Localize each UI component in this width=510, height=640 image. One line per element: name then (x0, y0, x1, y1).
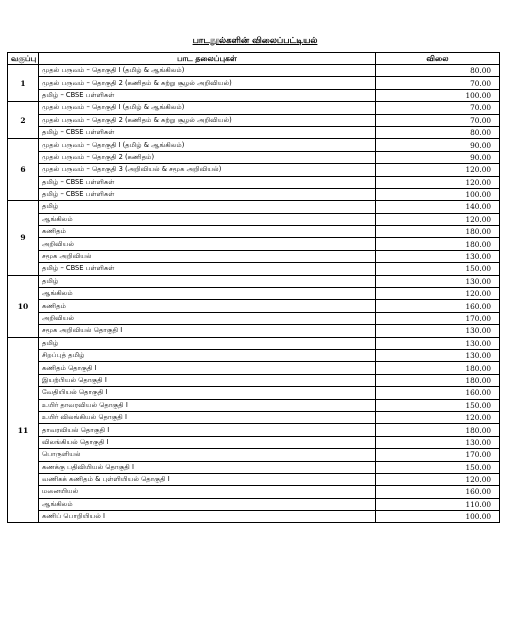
table-row (8, 102, 500, 114)
price-cell: 150.00 (376, 399, 500, 411)
price-cell: 180.00 (376, 238, 500, 250)
book-title-cell: அறிவியல் (39, 312, 376, 324)
book-title-cell: இயற்பியல் தொகுதி I (39, 374, 376, 386)
class-cell: 10 (8, 275, 39, 337)
table-row (8, 449, 500, 461)
class-cell: 6 (8, 139, 39, 201)
price-cell: 90.00 (376, 151, 500, 163)
book-title-cell: முதல் பருவம் – தொகுதி 2 (கணிதம் & சுற்று சூழல் அறிவியல்) (39, 77, 376, 89)
table-row (8, 498, 500, 510)
price-cell: 180.00 (376, 362, 500, 374)
book-title-cell: பொருளியல் (39, 449, 376, 461)
price-cell: 120.00 (376, 473, 500, 485)
table-row (8, 424, 500, 436)
table-row (8, 473, 500, 485)
book-title-cell: அறிவியல் (39, 238, 376, 250)
price-cell: 180.00 (376, 424, 500, 436)
book-title-cell: ஆங்கிலம் (39, 213, 376, 225)
table-row (8, 486, 500, 498)
table-row (8, 139, 500, 151)
price-cell: 80.00 (376, 126, 500, 138)
price-cell: 120.00 (376, 176, 500, 188)
class-cell: 11 (8, 337, 39, 523)
book-title-cell: ஆங்கிலம் (39, 288, 376, 300)
table-row (8, 263, 500, 275)
book-title-cell: கணிதம் தொகுதி I (39, 362, 376, 374)
book-title-cell: முதல் பருவம் – தொகுதி I (தமிழ் & ஆங்கிலம்) (39, 65, 376, 77)
table-row (8, 126, 500, 138)
table-row (8, 349, 500, 361)
price-cell: 70.00 (376, 114, 500, 126)
book-title-cell: சமூக அறிவியல் (39, 250, 376, 262)
table-row (8, 325, 500, 337)
price-cell: 70.00 (376, 102, 500, 114)
table-row (8, 362, 500, 374)
table-row (8, 387, 500, 399)
book-title-cell: முதல் பருவம் – தொகுதி I (தமிழ் & ஆங்கிலம்) (39, 139, 376, 151)
book-title-cell: தமிழ் – CBSE பள்ளிகள் (39, 126, 376, 138)
table-row (8, 300, 500, 312)
price-cell: 130.00 (376, 325, 500, 337)
price-cell: 120.00 (376, 288, 500, 300)
book-title-cell: உயிர் விலங்கியல் தொகுதி I (39, 411, 376, 423)
table-row (8, 461, 500, 473)
price-cell: 120.00 (376, 164, 500, 176)
book-title-cell: தமிழ் – CBSE பள்ளிகள் (39, 263, 376, 275)
price-cell: 120.00 (376, 213, 500, 225)
price-cell: 70.00 (376, 77, 500, 89)
book-title-cell: முதல் பருவம் – தொகுதி 2 (கணிதம் & சுற்று சூழல் அறிவியல்) (39, 114, 376, 126)
price-column-header: விலை (376, 53, 500, 65)
book-title-cell: தமிழ் – CBSE பள்ளிகள் (39, 89, 376, 101)
price-cell: 80.00 (376, 65, 500, 77)
table-row (8, 151, 500, 163)
price-cell: 130.00 (376, 275, 500, 287)
price-cell: 180.00 (376, 226, 500, 238)
table-row (8, 312, 500, 324)
price-cell: 160.00 (376, 387, 500, 399)
price-cell: 110.00 (376, 498, 500, 510)
book-title-cell: முதல் பருவம் – தொகுதி 3 (அறிவியல் & சமூக அறிவியல்) (39, 164, 376, 176)
price-cell: 150.00 (376, 461, 500, 473)
price-cell: 100.00 (376, 511, 500, 523)
table-body (8, 65, 500, 523)
book-title-cell: முதல் பருவம் – தொகுதி I (தமிழ் & ஆங்கிலம்) (39, 102, 376, 114)
book-title-cell: கணக்கு பதிவியியல் தொகுதி I (39, 461, 376, 473)
table-row (8, 411, 500, 423)
table-row (8, 226, 500, 238)
price-cell: 130.00 (376, 250, 500, 262)
book-title-cell: தாவரவியல் தொகுதி I (39, 424, 376, 436)
table-row (8, 188, 500, 200)
table-row (8, 77, 500, 89)
price-cell: 120.00 (376, 411, 500, 423)
table-row (8, 399, 500, 411)
table-row (8, 201, 500, 213)
class-cell: 2 (8, 102, 39, 139)
book-title-cell: கணிப் பொறியியல் I (39, 511, 376, 523)
book-title-cell: கணிதம் (39, 300, 376, 312)
table-row (8, 374, 500, 386)
book-title-cell: சமூக அறிவியல் தொகுதி I (39, 325, 376, 337)
table-row (8, 436, 500, 448)
class-column-header: வகுப்பு (8, 53, 39, 65)
book-title-cell: சிறப்புத் தமிழ் (39, 349, 376, 361)
book-title-cell: ஆங்கிலம் (39, 498, 376, 510)
price-cell: 170.00 (376, 449, 500, 461)
table-row (8, 176, 500, 188)
class-cell: 1 (8, 65, 39, 102)
table-row (8, 288, 500, 300)
table-row (8, 511, 500, 523)
book-title-cell: தமிழ் – CBSE பள்ளிகள் (39, 176, 376, 188)
book-title-cell: முதல் பருவம் – தொகுதி 2 (கணிதம்) (39, 151, 376, 163)
table-row (8, 65, 500, 77)
table-header-row (8, 53, 500, 65)
book-title-cell: விலங்கியல் தொகுதி I (39, 436, 376, 448)
title-column-header: பாட தலைப்புகள் (39, 53, 376, 65)
table-row (8, 275, 500, 287)
book-title-cell: உயிர் தாவரவியல் தொகுதி I (39, 399, 376, 411)
price-cell: 100.00 (376, 188, 500, 200)
book-title-cell: தமிழ் – CBSE பள்ளிகள் (39, 188, 376, 200)
table-row (8, 89, 500, 101)
book-title-cell: மனையியல் (39, 486, 376, 498)
price-cell: 180.00 (376, 374, 500, 386)
table-row (8, 337, 500, 349)
table-row (8, 250, 500, 262)
book-title-cell: கணிதம் (39, 226, 376, 238)
book-title-cell: வேதியியல் தொகுதி I (39, 387, 376, 399)
price-cell: 160.00 (376, 300, 500, 312)
price-cell: 140.00 (376, 201, 500, 213)
table-row (8, 213, 500, 225)
price-cell: 160.00 (376, 486, 500, 498)
price-cell: 170.00 (376, 312, 500, 324)
price-cell: 130.00 (376, 349, 500, 361)
book-title-cell: தமிழ் (39, 275, 376, 287)
price-cell: 130.00 (376, 436, 500, 448)
document-title: பாடநூல்களின் விலைப்பட்டியல் (192, 36, 318, 46)
table-row (8, 238, 500, 250)
class-cell: 9 (8, 201, 39, 275)
book-title-cell: தமிழ் (39, 337, 376, 349)
price-cell: 150.00 (376, 263, 500, 275)
table-row (8, 164, 500, 176)
table-row (8, 114, 500, 126)
price-cell: 130.00 (376, 337, 500, 349)
price-cell: 90.00 (376, 139, 500, 151)
price-cell: 100.00 (376, 89, 500, 101)
book-title-cell: வணிகக் கணிதம் & புள்ளியியல் தொகுதி I (39, 473, 376, 485)
price-list-table (7, 52, 500, 523)
book-title-cell: தமிழ் (39, 201, 376, 213)
